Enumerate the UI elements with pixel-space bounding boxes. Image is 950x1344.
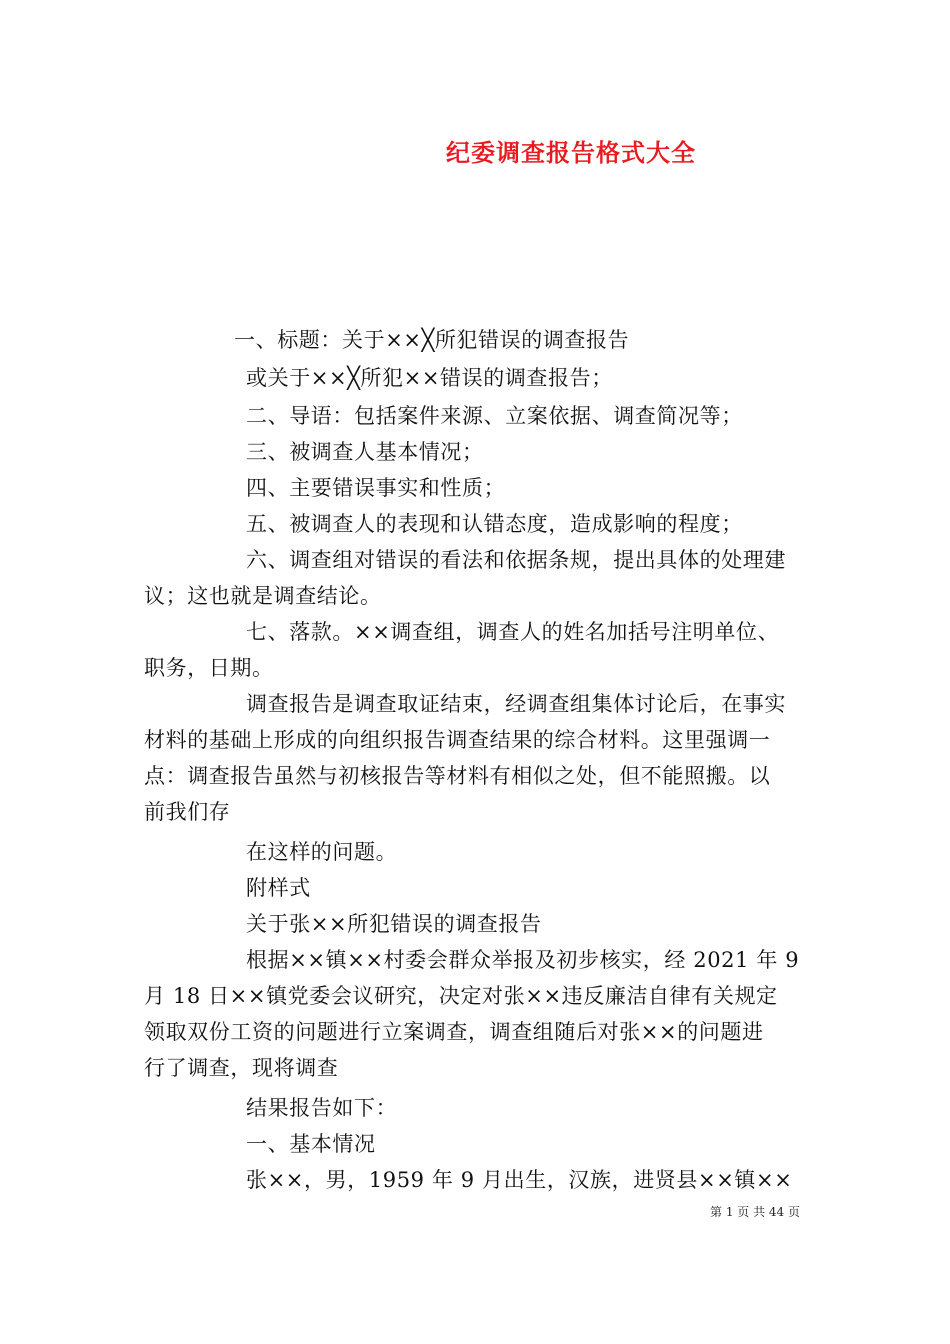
body-line: 二、导语：包括案件来源、立案依据、调查简况等； (246, 404, 743, 428)
body-line: 领取双份工资的问题进行立案调查，调查组随后对张××的问题进 (144, 1020, 764, 1044)
body-line: 四、主要错误事实和性质； (246, 476, 506, 500)
body-line: 根据××镇××村委会群众举报及初步核实，经 2021 年 9 (246, 948, 800, 972)
body-line: 或关于××╳所犯××错误的调查报告； (246, 366, 613, 390)
body-line: 月 18 日××镇党委会议研究，决定对张××违反廉洁自律有关规定 (144, 984, 778, 1008)
body-line: 议；这也就是调查结论。 (144, 584, 382, 608)
body-line: 张××，男，1959 年 9 月出生，汉族，进贤县××镇×× (246, 1168, 793, 1192)
body-line: 一、标题：关于××╳所犯错误的调查报告 (234, 328, 630, 352)
body-line: 附样式 (246, 876, 311, 900)
body-line: 点：调查报告虽然与初核报告等材料有相似之处，但不能照搬。以 (144, 764, 771, 788)
body-line: 在这样的问题。 (246, 840, 398, 864)
body-line: 一、基本情况 (246, 1132, 376, 1156)
body-line: 调查报告是调查取证结束，经调查组集体讨论后，在事实 (246, 692, 786, 716)
body-line: 五、被调查人的表现和认错态度，造成影响的程度； (246, 512, 743, 536)
body-line: 行了调查，现将调查 (144, 1056, 339, 1080)
body-line: 六、调查组对错误的看法和依据条规，提出具体的处理建 (246, 548, 786, 572)
body-line: 七、落款。××调查组，调查人的姓名加括号注明单位、 (246, 620, 780, 644)
body-line: 三、被调查人基本情况； (246, 440, 484, 464)
page-footer: 第 1 页 共 44 页 (710, 1205, 800, 1219)
body-line: 材料的基础上形成的向组织报告调查结果的综合材料。这里强调一 (144, 728, 771, 752)
body-line: 结果报告如下： (246, 1096, 398, 1120)
body-line: 关于张××所犯错误的调查报告 (246, 912, 542, 936)
body-line: 前我们存 (144, 800, 231, 824)
body-line: 职务，日期。 (144, 656, 274, 680)
page-title: 纪委调查报告格式大全 (446, 138, 696, 167)
